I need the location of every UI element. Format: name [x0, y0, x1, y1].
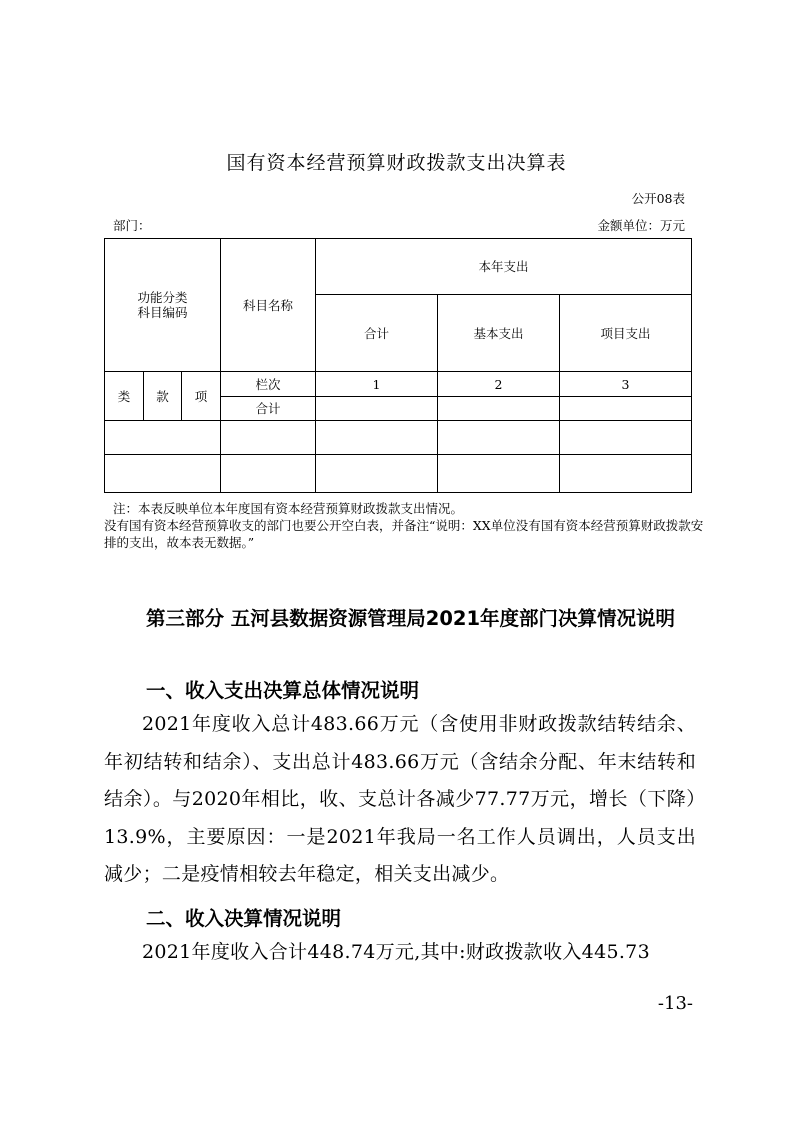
header-year-expenditure: 本年支出	[316, 239, 692, 295]
unit-label: 金额单位：万元	[597, 218, 685, 233]
row-total-label: 合计	[221, 397, 316, 421]
table-cell	[438, 397, 560, 421]
paragraph-text: 2021年度收入合计448.74万元,其中:财政拨款收入445.73	[142, 941, 650, 963]
page-number: -13-	[657, 993, 693, 1014]
table-cell	[316, 455, 438, 493]
section-heading: 一、收入支出决算总体情况说明	[146, 679, 420, 702]
budget-table	[104, 238, 692, 493]
table-cell	[105, 421, 221, 455]
table-cell	[105, 455, 221, 493]
table-cell	[560, 421, 692, 455]
section-paragraph	[104, 706, 696, 894]
table-row	[105, 455, 692, 493]
table-cell	[438, 421, 560, 455]
column-index-2: 2	[438, 372, 560, 397]
header-project-expenditure: 项目支出	[560, 295, 692, 372]
department-label: 部门：	[113, 218, 151, 233]
table-cell	[560, 455, 692, 493]
table-cell	[560, 397, 692, 421]
table-cell	[221, 421, 316, 455]
table-notes	[104, 500, 704, 551]
table-cell	[221, 455, 316, 493]
paragraph-text: 2021年度收入总计483.66万元（含使用非财政拨款结转结余、年初结转和结余）、支出总计483.66万元（含结余分配、年末结转和结余）。与2020年相比，收、支总计各减少77.77万元，增长（下降）13.9%，主要原因：一是2021年我局一名工作人员调出，人员支出减少；二是疫情相较去年稳定，相关支出减少。	[104, 713, 696, 885]
table-row	[105, 421, 692, 455]
table-cell	[316, 397, 438, 421]
header-lei: 类	[105, 372, 144, 421]
column-index-3: 3	[560, 372, 692, 397]
header-basic-expenditure: 基本支出	[438, 295, 560, 372]
header-kuan: 款	[144, 372, 182, 421]
header-subject-name: 科目名称	[221, 239, 316, 372]
row-column-index-label: 栏次	[221, 372, 316, 397]
header-function-code: 功能分类 科目编码	[105, 239, 221, 372]
table-cell	[438, 455, 560, 493]
note-line: 没有国有资本经营预算收支的部门也要公开空白表，并备注“说明：XX单位没有国有资本经营预算财政拨款安排的支出，故本表无数据。”	[104, 518, 704, 550]
form-title: 国有资本经营预算财政拨款支出决算表	[226, 152, 567, 174]
section-paragraph	[104, 934, 696, 972]
note-line: 注：本表反映单位本年度国有资本经营预算财政拨款支出情况。	[113, 501, 464, 516]
header-xiang: 项	[182, 372, 221, 421]
column-index-1: 1	[316, 372, 438, 397]
table-cell	[316, 421, 438, 455]
form-number: 公开08表	[631, 191, 685, 206]
header-total: 合计	[316, 295, 438, 372]
section-heading: 二、收入决算情况说明	[146, 907, 342, 930]
part-three-title: 第三部分 五河县数据资源管理局2021年度部门决算情况说明	[146, 607, 676, 630]
